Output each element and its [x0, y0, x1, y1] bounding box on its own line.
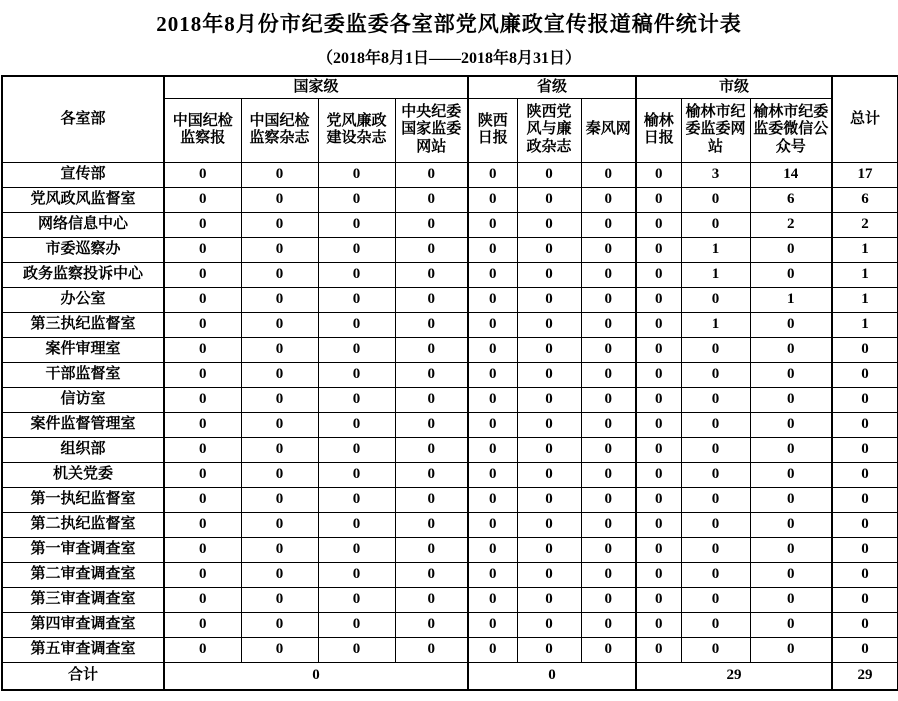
- row-total-cell: 0: [832, 537, 898, 562]
- count-cell: 0: [517, 637, 581, 662]
- row-total-cell: 0: [832, 637, 898, 662]
- count-cell: 0: [750, 362, 832, 387]
- count-cell: 0: [581, 637, 636, 662]
- table-footer: [2, 662, 898, 690]
- count-cell: 0: [318, 362, 395, 387]
- count-cell: 0: [750, 412, 832, 437]
- count-cell: 0: [681, 412, 750, 437]
- count-cell: 0: [581, 337, 636, 362]
- count-cell: 0: [241, 237, 318, 262]
- count-cell: 0: [395, 412, 468, 437]
- count-cell: 0: [318, 637, 395, 662]
- count-cell: 0: [517, 462, 581, 487]
- row-label: 市委巡察办: [2, 237, 164, 262]
- count-cell: 0: [164, 612, 241, 637]
- count-cell: 0: [468, 587, 517, 612]
- count-cell: 0: [468, 262, 517, 287]
- count-cell: 0: [164, 187, 241, 212]
- table-row: [2, 537, 898, 562]
- count-cell: 0: [517, 337, 581, 362]
- count-cell: 0: [164, 562, 241, 587]
- row-label: 第二审查调查室: [2, 562, 164, 587]
- row-label: 第二执纪监督室: [2, 512, 164, 537]
- count-cell: 2: [750, 212, 832, 237]
- count-cell: 0: [241, 412, 318, 437]
- table-row: [2, 187, 898, 212]
- count-cell: 1: [750, 287, 832, 312]
- count-cell: 0: [318, 212, 395, 237]
- count-cell: 0: [395, 487, 468, 512]
- count-cell: 0: [241, 287, 318, 312]
- count-cell: 0: [581, 362, 636, 387]
- count-cell: 0: [636, 462, 681, 487]
- dept-column-header: 各室部: [2, 76, 164, 162]
- source-column-header: 中国纪检监察报: [164, 98, 241, 162]
- table-row: [2, 262, 898, 287]
- row-total-cell: 0: [832, 587, 898, 612]
- count-cell: 0: [681, 637, 750, 662]
- count-cell: 0: [750, 487, 832, 512]
- count-cell: 0: [468, 212, 517, 237]
- count-cell: 0: [395, 587, 468, 612]
- count-cell: 0: [241, 262, 318, 287]
- count-cell: 0: [164, 537, 241, 562]
- count-cell: 0: [636, 262, 681, 287]
- count-cell: 0: [468, 637, 517, 662]
- count-cell: 0: [681, 287, 750, 312]
- count-cell: 0: [468, 312, 517, 337]
- count-cell: 0: [581, 437, 636, 462]
- count-cell: 0: [750, 462, 832, 487]
- row-total-cell: 1: [832, 262, 898, 287]
- count-cell: 0: [318, 462, 395, 487]
- count-cell: 0: [517, 237, 581, 262]
- count-cell: 0: [581, 312, 636, 337]
- count-cell: 0: [636, 487, 681, 512]
- row-total-cell: 0: [832, 337, 898, 362]
- row-total-cell: 0: [832, 462, 898, 487]
- count-cell: 0: [636, 287, 681, 312]
- row-label: 办公室: [2, 287, 164, 312]
- count-cell: 0: [517, 412, 581, 437]
- row-total-cell: 0: [832, 612, 898, 637]
- count-cell: 0: [395, 637, 468, 662]
- row-total-cell: 1: [832, 287, 898, 312]
- count-cell: 0: [517, 312, 581, 337]
- count-cell: 0: [241, 212, 318, 237]
- count-cell: 0: [636, 187, 681, 212]
- count-cell: 0: [164, 387, 241, 412]
- count-cell: 0: [681, 362, 750, 387]
- count-cell: 0: [241, 562, 318, 587]
- row-total-cell: 0: [832, 487, 898, 512]
- count-cell: 0: [517, 537, 581, 562]
- count-cell: 0: [636, 587, 681, 612]
- row-total-cell: 17: [832, 162, 898, 187]
- count-cell: 0: [581, 512, 636, 537]
- count-cell: 0: [581, 462, 636, 487]
- count-cell: 0: [681, 512, 750, 537]
- table-row: [2, 362, 898, 387]
- count-cell: 0: [517, 162, 581, 187]
- count-cell: 0: [468, 162, 517, 187]
- count-cell: 0: [636, 437, 681, 462]
- row-total-cell: 0: [832, 362, 898, 387]
- count-cell: 0: [681, 587, 750, 612]
- count-cell: 0: [750, 312, 832, 337]
- row-total-cell: 0: [832, 512, 898, 537]
- count-cell: 0: [517, 212, 581, 237]
- count-cell: 3: [681, 162, 750, 187]
- level-group-header: 国家级: [164, 76, 468, 98]
- count-cell: 0: [468, 562, 517, 587]
- count-cell: 14: [750, 162, 832, 187]
- group-total-cell: 0: [164, 662, 468, 690]
- count-cell: 0: [681, 562, 750, 587]
- row-label: 案件监督管理室: [2, 412, 164, 437]
- count-cell: 0: [318, 562, 395, 587]
- source-column-header: 陕西党风与廉政杂志: [517, 98, 581, 162]
- source-column-header: 中国纪检监察杂志: [241, 98, 318, 162]
- count-cell: 0: [636, 237, 681, 262]
- count-cell: 0: [395, 187, 468, 212]
- total-column-header: 总计: [832, 76, 898, 162]
- stats-table: [1, 75, 898, 691]
- count-cell: 0: [318, 187, 395, 212]
- count-cell: 0: [318, 162, 395, 187]
- level-group-header: 省级: [468, 76, 636, 98]
- table-row: [2, 437, 898, 462]
- count-cell: 0: [468, 237, 517, 262]
- page-subtitle: （2018年8月1日——2018年8月31日）: [316, 50, 581, 67]
- count-cell: 0: [581, 587, 636, 612]
- table-row: [2, 387, 898, 412]
- count-cell: 0: [581, 387, 636, 412]
- count-cell: 0: [395, 387, 468, 412]
- count-cell: 0: [164, 437, 241, 462]
- count-cell: 0: [395, 362, 468, 387]
- source-column-header: 党风廉政建设杂志: [318, 98, 395, 162]
- page-title: 2018年8月份市纪委监委各室部党风廉政宣传报道稿件统计表: [156, 12, 742, 36]
- table-row: [2, 562, 898, 587]
- count-cell: 0: [581, 487, 636, 512]
- count-cell: 0: [164, 162, 241, 187]
- count-cell: 0: [395, 437, 468, 462]
- count-cell: 0: [750, 612, 832, 637]
- count-cell: 0: [468, 537, 517, 562]
- table-row: [2, 487, 898, 512]
- level-group-header: 市级: [636, 76, 832, 98]
- row-label: 第四审查调查室: [2, 612, 164, 637]
- count-cell: 0: [581, 287, 636, 312]
- count-cell: 0: [750, 587, 832, 612]
- count-cell: 0: [750, 237, 832, 262]
- count-cell: 0: [750, 437, 832, 462]
- count-cell: 0: [468, 362, 517, 387]
- table-row: [2, 212, 898, 237]
- count-cell: 0: [468, 287, 517, 312]
- count-cell: 0: [164, 487, 241, 512]
- count-cell: 0: [750, 262, 832, 287]
- source-column-header: 陕西日报: [468, 98, 517, 162]
- count-cell: 0: [681, 337, 750, 362]
- count-cell: 0: [636, 162, 681, 187]
- count-cell: 0: [636, 562, 681, 587]
- table-row: [2, 412, 898, 437]
- count-cell: 0: [164, 412, 241, 437]
- count-cell: 0: [395, 287, 468, 312]
- source-column-header: 榆林日报: [636, 98, 681, 162]
- count-cell: 0: [517, 437, 581, 462]
- count-cell: 0: [395, 312, 468, 337]
- table-row: [2, 162, 898, 187]
- count-cell: 0: [241, 362, 318, 387]
- count-cell: 0: [517, 387, 581, 412]
- count-cell: 0: [581, 212, 636, 237]
- count-cell: 0: [681, 462, 750, 487]
- count-cell: 0: [395, 537, 468, 562]
- row-total-cell: 0: [832, 387, 898, 412]
- source-column-header: 中央纪委国家监委网站: [395, 98, 468, 162]
- source-column-header: 秦风网: [581, 98, 636, 162]
- count-cell: 0: [164, 587, 241, 612]
- count-cell: 0: [636, 412, 681, 437]
- count-cell: 1: [681, 312, 750, 337]
- table-row: [2, 287, 898, 312]
- row-label: 信访室: [2, 387, 164, 412]
- count-cell: 0: [241, 637, 318, 662]
- count-cell: 0: [318, 412, 395, 437]
- count-cell: 0: [318, 587, 395, 612]
- count-cell: 0: [750, 512, 832, 537]
- row-label: 政务监察投诉中心: [2, 262, 164, 287]
- count-cell: 0: [581, 412, 636, 437]
- count-cell: 0: [241, 587, 318, 612]
- count-cell: 0: [636, 312, 681, 337]
- count-cell: 0: [164, 237, 241, 262]
- count-cell: 1: [681, 262, 750, 287]
- row-label: 组织部: [2, 437, 164, 462]
- footer-row: [2, 662, 898, 690]
- group-total-cell: 29: [636, 662, 832, 690]
- count-cell: 0: [517, 612, 581, 637]
- count-cell: 0: [581, 612, 636, 637]
- count-cell: 0: [468, 187, 517, 212]
- count-cell: 0: [517, 487, 581, 512]
- count-cell: 0: [636, 337, 681, 362]
- count-cell: 0: [750, 637, 832, 662]
- table-row: [2, 237, 898, 262]
- count-cell: 0: [395, 262, 468, 287]
- count-cell: 0: [681, 212, 750, 237]
- row-label: 网络信息中心: [2, 212, 164, 237]
- count-cell: 0: [581, 537, 636, 562]
- count-cell: 0: [468, 337, 517, 362]
- count-cell: 0: [318, 537, 395, 562]
- count-cell: 0: [636, 537, 681, 562]
- count-cell: 0: [681, 187, 750, 212]
- count-cell: 0: [636, 512, 681, 537]
- count-cell: 0: [636, 387, 681, 412]
- count-cell: 0: [581, 162, 636, 187]
- count-cell: 0: [636, 212, 681, 237]
- count-cell: 0: [636, 637, 681, 662]
- count-cell: 0: [517, 287, 581, 312]
- count-cell: 0: [636, 612, 681, 637]
- table-row: [2, 312, 898, 337]
- row-label: 机关党委: [2, 462, 164, 487]
- count-cell: 0: [395, 337, 468, 362]
- count-cell: 0: [468, 462, 517, 487]
- count-cell: 0: [164, 262, 241, 287]
- count-cell: 0: [581, 187, 636, 212]
- table-body: [2, 162, 898, 662]
- row-label: 第一审查调查室: [2, 537, 164, 562]
- count-cell: 0: [164, 462, 241, 487]
- row-label: 干部监督室: [2, 362, 164, 387]
- row-label: 党风政风监督室: [2, 187, 164, 212]
- count-cell: 0: [517, 362, 581, 387]
- row-total-cell: 2: [832, 212, 898, 237]
- count-cell: 0: [468, 512, 517, 537]
- count-cell: 0: [164, 287, 241, 312]
- count-cell: 6: [750, 187, 832, 212]
- count-cell: 0: [164, 637, 241, 662]
- source-column-header: 榆林市纪委监委网站: [681, 98, 750, 162]
- count-cell: 0: [395, 562, 468, 587]
- row-total-cell: 1: [832, 237, 898, 262]
- count-cell: 0: [164, 212, 241, 237]
- count-cell: 0: [395, 237, 468, 262]
- row-total-cell: 0: [832, 437, 898, 462]
- table-row: [2, 637, 898, 662]
- count-cell: 0: [681, 487, 750, 512]
- count-cell: 0: [395, 162, 468, 187]
- count-cell: 0: [750, 387, 832, 412]
- row-total-cell: 0: [832, 412, 898, 437]
- count-cell: 0: [517, 587, 581, 612]
- count-cell: 0: [468, 612, 517, 637]
- count-cell: 0: [395, 462, 468, 487]
- count-cell: 0: [750, 537, 832, 562]
- count-cell: 0: [241, 162, 318, 187]
- table-row: [2, 512, 898, 537]
- count-cell: 0: [517, 262, 581, 287]
- count-cell: 0: [318, 387, 395, 412]
- count-cell: 0: [318, 237, 395, 262]
- row-total-cell: 6: [832, 187, 898, 212]
- count-cell: 0: [750, 337, 832, 362]
- table-header: [2, 76, 898, 162]
- count-cell: 0: [517, 562, 581, 587]
- row-label: 第三执纪监督室: [2, 312, 164, 337]
- row-total-cell: 0: [832, 562, 898, 587]
- count-cell: 0: [164, 512, 241, 537]
- count-cell: 0: [681, 437, 750, 462]
- count-cell: 0: [164, 312, 241, 337]
- row-label: 第三审查调查室: [2, 587, 164, 612]
- count-cell: 0: [241, 462, 318, 487]
- count-cell: 0: [681, 387, 750, 412]
- count-cell: 0: [164, 362, 241, 387]
- count-cell: 0: [164, 337, 241, 362]
- count-cell: 0: [241, 612, 318, 637]
- group-total-cell: 0: [468, 662, 636, 690]
- footer-label: 合计: [2, 662, 164, 690]
- count-cell: 0: [468, 437, 517, 462]
- count-cell: 0: [241, 387, 318, 412]
- count-cell: 0: [318, 612, 395, 637]
- count-cell: 0: [581, 562, 636, 587]
- count-cell: 0: [318, 487, 395, 512]
- count-cell: 0: [581, 262, 636, 287]
- count-cell: 0: [468, 412, 517, 437]
- count-cell: 0: [241, 337, 318, 362]
- source-column-header: 榆林市纪委监委微信公众号: [750, 98, 832, 162]
- table-row: [2, 612, 898, 637]
- count-cell: 0: [581, 237, 636, 262]
- count-cell: 0: [468, 387, 517, 412]
- count-cell: 0: [318, 287, 395, 312]
- table-row: [2, 462, 898, 487]
- count-cell: 0: [681, 612, 750, 637]
- count-cell: 0: [318, 337, 395, 362]
- row-label: 案件审理室: [2, 337, 164, 362]
- count-cell: 0: [318, 262, 395, 287]
- header-row-1: [2, 76, 898, 98]
- table-row: [2, 587, 898, 612]
- row-total-cell: 1: [832, 312, 898, 337]
- count-cell: 0: [318, 312, 395, 337]
- count-cell: 1: [681, 237, 750, 262]
- count-cell: 0: [318, 437, 395, 462]
- count-cell: 0: [241, 512, 318, 537]
- count-cell: 0: [241, 487, 318, 512]
- count-cell: 0: [395, 612, 468, 637]
- count-cell: 0: [517, 187, 581, 212]
- row-label: 第五审查调查室: [2, 637, 164, 662]
- count-cell: 0: [750, 562, 832, 587]
- count-cell: 0: [517, 512, 581, 537]
- count-cell: 0: [468, 487, 517, 512]
- count-cell: 0: [681, 537, 750, 562]
- count-cell: 0: [395, 512, 468, 537]
- count-cell: 0: [241, 537, 318, 562]
- grand-total-cell: 29: [832, 662, 898, 690]
- count-cell: 0: [395, 212, 468, 237]
- row-label: 宣传部: [2, 162, 164, 187]
- table-row: [2, 337, 898, 362]
- count-cell: 0: [241, 312, 318, 337]
- count-cell: 0: [318, 512, 395, 537]
- count-cell: 0: [636, 362, 681, 387]
- count-cell: 0: [241, 187, 318, 212]
- row-label: 第一执纪监督室: [2, 487, 164, 512]
- count-cell: 0: [241, 437, 318, 462]
